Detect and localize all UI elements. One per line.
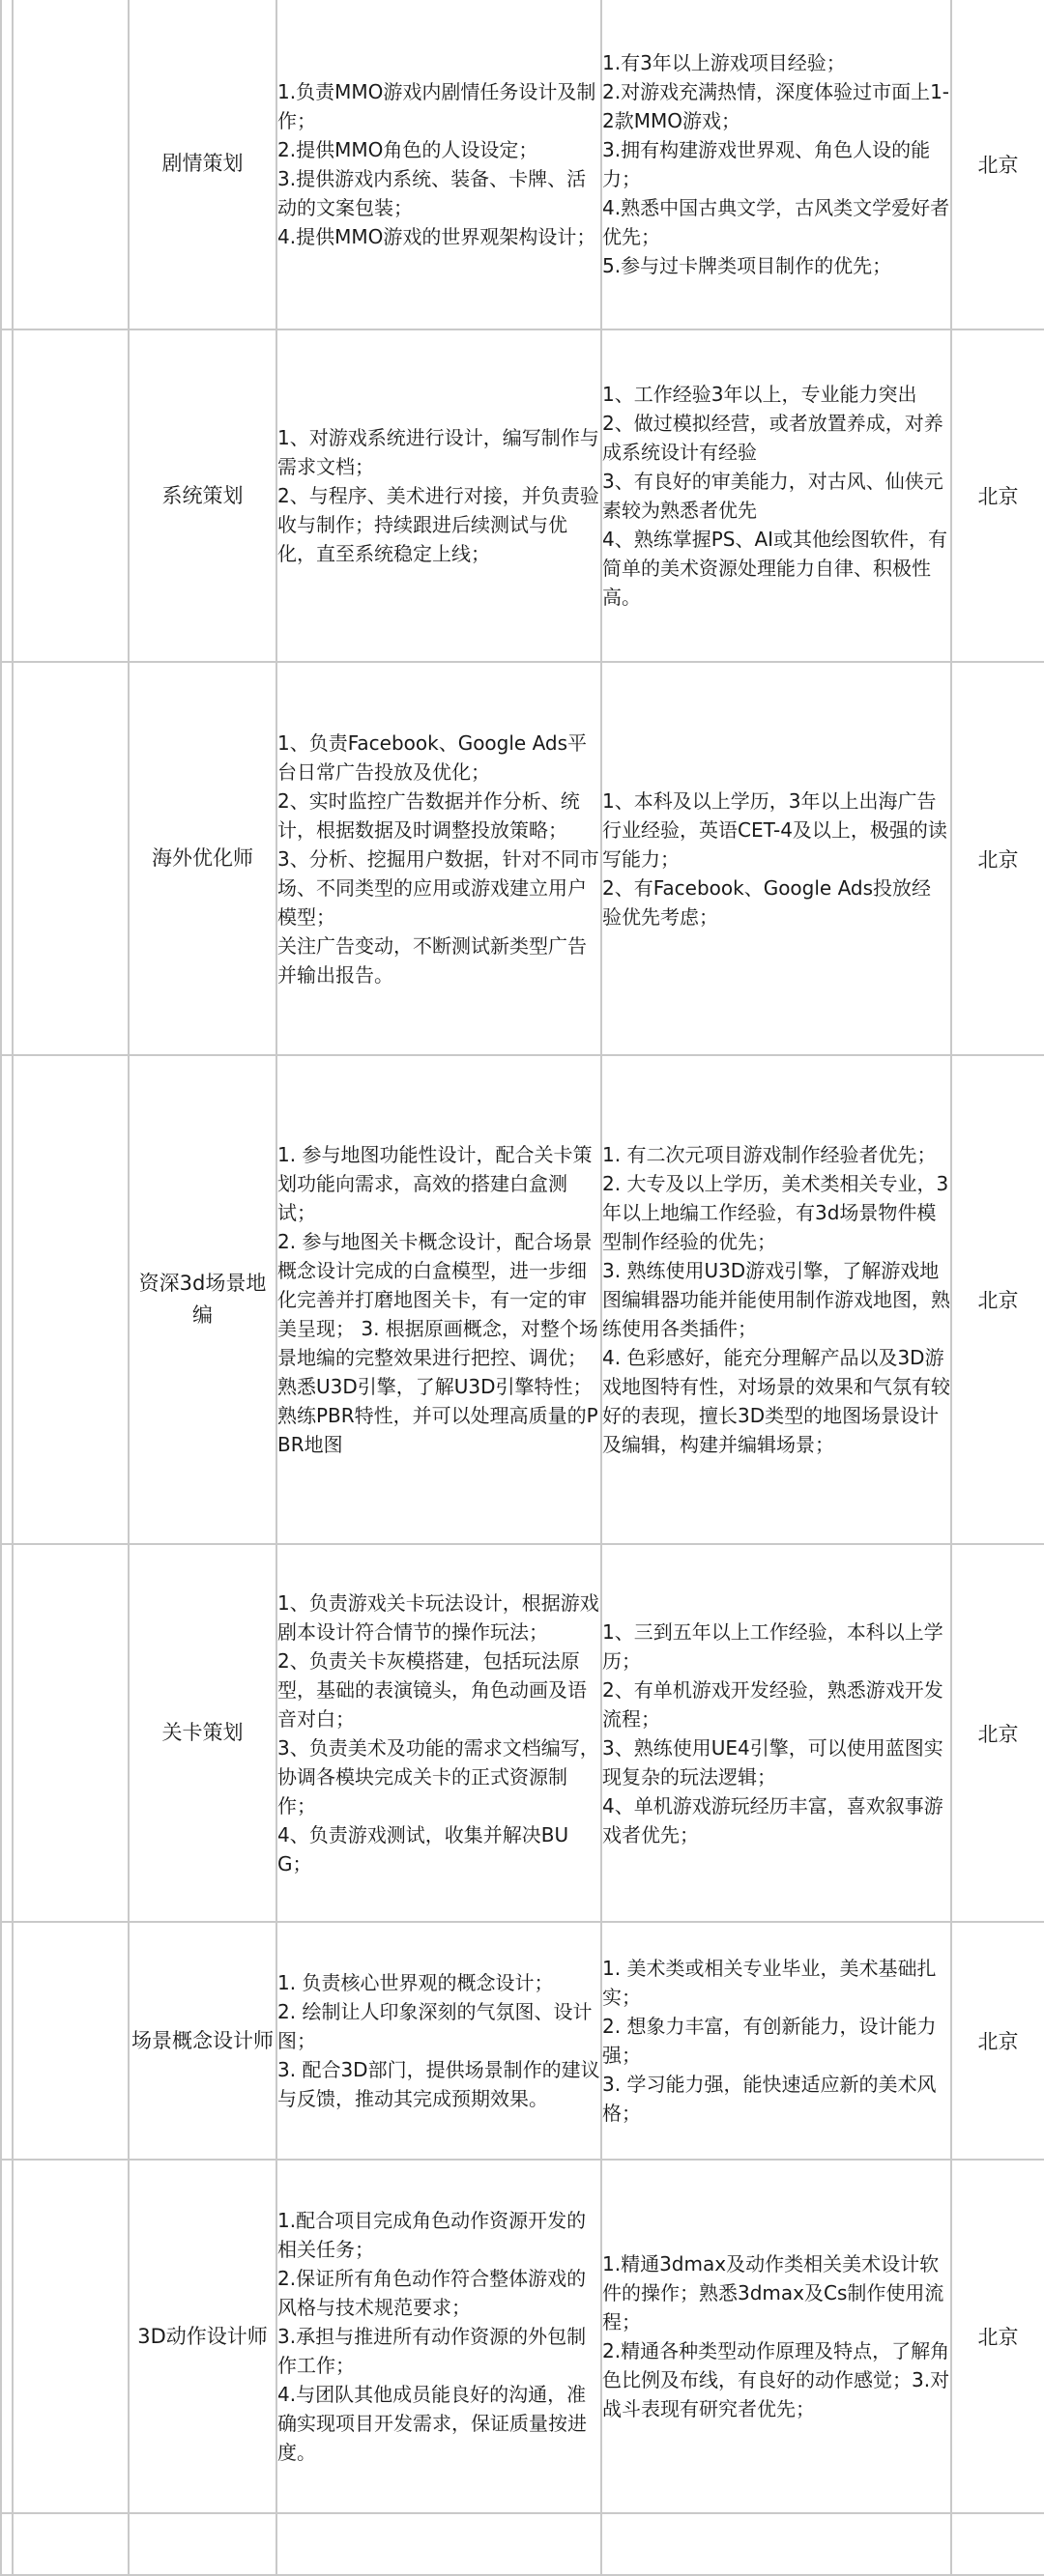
job-location: 北京 [951,0,1044,329]
job-title: 场景概念设计师 [129,1922,276,2160]
requirement-line: 1、本科及以上学历，3年以上出海广告行业经验，英语CET-4及以上，极强的读写能力； [602,788,947,871]
row-margin-cell [1,2160,13,2513]
requirement-line: 2、有单机游戏开发经验，熟悉游戏开发流程； [602,1677,943,1731]
row-spacer-cell [13,1922,129,2160]
duty-line: 1、负责游戏关卡玩法设计，根据游戏剧本设计符合情节的操作玩法； [277,1590,599,1644]
row-margin-cell [1,2513,13,2575]
job-duties [276,1055,601,1544]
duty-line: 2、实时监控广告数据并作分析、统计，根据数据及时调整投放策略； [277,788,580,842]
requirement-line: 3、有良好的审美能力，对古风、仙侠元素较为熟悉者优先 [602,470,943,522]
duty-line: 2. 参与地图关卡概念设计，配合场景概念设计完成的白盒模型，进一步细化完善并打磨地图关卡，有一定的审美呈现； 3. 根据原画概念，对整个场景地编的完整效果进行把控、调优； 熟悉U3D引擎，了解U3D引擎特性；熟练PBR特性，并可以处理高质量的PBR地图 [277,1230,598,1456]
requirement-line: 3.拥有构建游戏世界观、角色人设的能力； [602,137,931,190]
job-duties [276,0,601,329]
duty-line: 1. 参与地图功能性设计，配合关卡策划功能向需求，高效的搭建白盒测试； [277,1143,593,1224]
duty-line: 关注广告变动，不断测试新类型广告并输出报告。 [277,933,587,987]
job-title: 海外优化师 [129,662,276,1055]
requirement-line: 1、三到五年以上工作经验，本科以上学历； [602,1619,943,1673]
requirement-line: 1.有3年以上游戏项目经验； [602,50,846,74]
row-spacer-cell [13,0,129,329]
requirement-line: 4、熟练掌握PS、AI或其他绘图软件，有简单的美术资源处理能力自律、积极性高。 [602,528,948,609]
job-requirements [601,662,951,1055]
job-title: 系统策划 [129,329,276,662]
row-margin-cell [1,1544,13,1922]
row-margin-cell [1,1922,13,2160]
requirement-line: 2、有Facebook、Google Ads投放经验优先考虑； [602,875,932,929]
requirement-line: 3、熟练使用UE4引擎，可以使用蓝图实现复杂的玩法逻辑； [602,1735,943,1789]
requirement-line: 4、单机游戏游玩经历丰富，喜欢叙事游戏者优先； [602,1793,943,1846]
job-title [129,2513,276,2575]
duty-line: 1.配合项目完成角色动作资源开发的相关任务； [277,2209,587,2261]
duty-line: 2.保证所有角色动作符合整体游戏的风格与技术规范要求； [277,2267,587,2319]
job-row [1,1922,1044,2160]
duty-line: 2、与程序、美术进行对接，并负责验收与制作；持续跟进后续测试与优化，直至系统稳定上线； [277,484,599,565]
row-margin-cell [1,0,13,329]
duty-line: 3.提供游戏内系统、装备、卡牌、活动的文案包装； [277,166,587,219]
job-row-partial [1,2513,1044,2575]
job-requirements [601,2160,951,2513]
job-requirements [601,1922,951,2160]
requirement-line: 2.对游戏充满热情，深度体验过市面上1-2款MMO游戏； [602,79,950,132]
job-title: 剧情策划 [129,0,276,329]
requirement-line: 4.熟悉中国古典文学，古风类文学爱好者优先； [602,195,950,248]
job-row [1,662,1044,1055]
job-location: 北京 [951,329,1044,662]
job-location [951,2513,1044,2575]
job-duties [276,2160,601,2513]
job-title: 关卡策划 [129,1544,276,1922]
job-requirements [601,1544,951,1922]
requirement-line: 2、做过模拟经营，或者放置养成，对养成系统设计有经验 [602,412,943,464]
job-title: 资深3d场景地编 [129,1055,276,1544]
job-location: 北京 [951,2160,1044,2513]
job-duties [276,1544,601,1922]
duty-line: 4.提供MMO游戏的世界观架构设计； [277,224,596,248]
job-location: 北京 [951,662,1044,1055]
job-row [1,1544,1044,1922]
duty-line: 3. 配合3D部门，提供场景制作的建议与反馈，推动其完成预期效果。 [277,2058,600,2110]
job-requirements [601,0,951,329]
duty-line: 1、对游戏系统进行设计，编写制作与需求文档； [277,426,599,478]
job-row [1,329,1044,662]
job-row [1,2160,1044,2513]
row-spacer-cell [13,662,129,1055]
job-duties [276,2513,601,2575]
requirement-line: 4. 色彩感好，能充分理解产品以及3D游戏地图特有性，对场景的效果和气氛有较好的表现，擅长3D类型的地图场景设计及编辑，构建并编辑场景； [602,1346,950,1456]
requirement-line: 1. 美术类或相关专业毕业，美术基础扎实； [602,1957,937,2009]
row-margin-cell [1,662,13,1055]
job-duties [276,1922,601,2160]
job-duties [276,662,601,1055]
job-row [1,1055,1044,1544]
requirement-line: 2.精通各种类型动作原理及特点，了解角色比例及布线，有良好的动作感觉；3.对战斗表现有研究者优先； [602,2339,950,2420]
row-spacer-cell [13,2160,129,2513]
row-spacer-cell [13,2513,129,2575]
duty-line: 1. 负责核心世界观的概念设计； [277,1971,554,1994]
duty-line: 1、负责Facebook、Google Ads平台日常广告投放及优化； [277,730,588,784]
job-location: 北京 [951,1055,1044,1544]
requirement-line: 1.精通3dmax及动作类相关美术设计软件的操作；熟悉3dmax及Cs制作使用流程； [602,2252,944,2333]
job-row [1,0,1044,329]
requirement-line: 1. 有二次元项目游戏制作经验者优先； [602,1143,937,1166]
duty-line: 4.与团队其他成员能良好的沟通，准确实现项目开发需求，保证质量按进度。 [277,2383,587,2464]
duty-line: 4、负责游戏测试，收集并解决BUG； [277,1822,569,1875]
job-location: 北京 [951,1922,1044,2160]
requirement-line: 5.参与过卡牌类项目制作的优先； [602,253,892,277]
requirement-line: 2. 大专及以上学历，美术类相关专业，3年以上地编工作经验，有3d场景物件模型制作经验的优先； [602,1172,949,1253]
duty-line: 2、负责关卡灰模搭建，包括玩法原型，基础的表演镜头，角色动画及语音对白； [277,1648,587,1731]
duty-line: 3.承担与推进所有动作资源的外包制作工作； [277,2325,587,2377]
duty-line: 2.提供MMO角色的人设设定； [277,137,538,161]
row-spacer-cell [13,1544,129,1922]
row-spacer-cell [13,1055,129,1544]
row-spacer-cell [13,329,129,662]
job-duties [276,329,601,662]
requirement-line: 2. 想象力丰富，有创新能力，设计能力强； [602,2015,937,2067]
job-requirements [601,1055,951,1544]
duty-line: 1.负责MMO游戏内剧情任务设计及制作； [277,79,596,132]
row-margin-cell [1,1055,13,1544]
job-title: 3D动作设计师 [129,2160,276,2513]
requirement-line: 3. 熟练使用U3D游戏引擎，了解游戏地图编辑器功能并能使用制作游戏地图，熟练使用各类插件； [602,1259,950,1340]
requirement-line: 3. 学习能力强，能快速适应新的美术风格； [602,2073,937,2125]
duty-line: 3、负责美术及功能的需求文档编写，协调各模块完成关卡的正式资源制作； [277,1735,599,1818]
job-requirements [601,329,951,662]
duty-line: 3、分析、挖掘用户数据，针对不同市场、不同类型的应用或游戏建立用户模型； [277,846,599,929]
job-table-body [1,0,1044,2575]
job-location: 北京 [951,1544,1044,1922]
duty-line: 2. 绘制让人印象深刻的气氛图、设计图； [277,2000,593,2052]
job-requirements [601,2513,951,2575]
requirement-line: 1、工作经验3年以上，专业能力突出 [602,383,917,406]
row-margin-cell [1,329,13,662]
